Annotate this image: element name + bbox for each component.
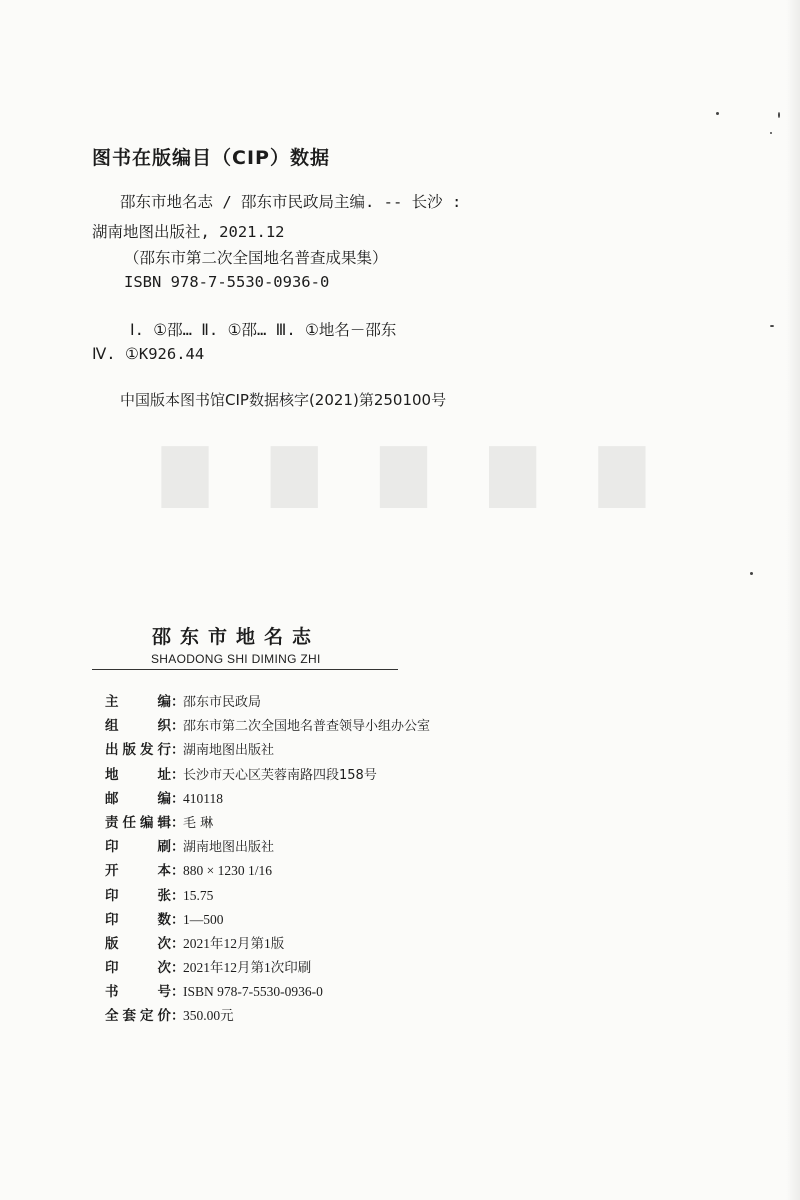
imprint-colon: ：: [171, 911, 185, 928]
imprint-colon: ：: [171, 814, 185, 831]
imprint-value: 15.75: [183, 887, 214, 903]
imprint-label: 主 编: [105, 694, 171, 710]
imprint-value: 长沙市天心区芙蓉南路四段158号: [183, 767, 377, 783]
imprint-value: 880 × 1230 1/16: [183, 863, 272, 879]
cip-line-isbn: ISBN 978-7-5530-0936-0: [124, 273, 330, 291]
page-edge-shadow: [786, 0, 800, 1200]
imprint-colon: ：: [171, 887, 185, 904]
book-subtitle-pinyin: SHAODONG SHI DIMING ZHI: [151, 652, 321, 666]
imprint-colon: ：: [171, 1008, 185, 1025]
imprint-label: 组 织: [105, 718, 171, 735]
imprint-row-organizer: [105, 714, 545, 738]
imprint-value: 毛 琳: [183, 815, 214, 831]
imprint-label: 地 址: [105, 766, 171, 783]
dust-speck: [750, 572, 753, 575]
imprint-row-price: [105, 1004, 545, 1028]
imprint-row-format: [105, 859, 545, 883]
imprint-row-responsible-editor: [105, 811, 545, 835]
imprint-row-address: [105, 763, 545, 787]
imprint-colon: ：: [171, 863, 185, 880]
cip-line-record-number: 中国版本图书馆CIP数据核字(2021)第250100号: [120, 391, 447, 409]
imprint-table: [105, 690, 545, 1029]
imprint-label: 印 次: [105, 960, 171, 977]
imprint-colon: ：: [171, 718, 185, 735]
imprint-colon: ：: [171, 766, 185, 783]
imprint-label: 印 刷: [105, 839, 171, 856]
imprint-colon: ：: [171, 742, 185, 759]
cip-heading: 图书在版编目（CIP）数据: [92, 147, 330, 169]
cip-line-classification: Ⅳ. ①K926.44: [92, 345, 205, 363]
imprint-value: 350.00元: [183, 1008, 234, 1024]
imprint-row-printing: [105, 956, 545, 980]
dust-speck: [716, 112, 719, 115]
imprint-value: ISBN 978-7-5530-0936-0: [183, 984, 323, 1000]
imprint-row-publisher: [105, 738, 545, 762]
dust-speck: [770, 325, 774, 327]
cip-line-subjects: Ⅰ. ①邵… Ⅱ. ①邵… Ⅲ. ①地名－邵东: [130, 321, 397, 339]
dust-speck: [778, 112, 780, 118]
imprint-label: 印 张: [105, 887, 171, 904]
title-divider: [92, 669, 398, 670]
imprint-colon: ：: [171, 694, 185, 710]
book-title: 邵东市地名志: [152, 626, 321, 648]
imprint-label: 责 任 编 辑: [105, 814, 171, 831]
imprint-row-postcode: [105, 787, 545, 811]
imprint-label: 出 版 发 行: [105, 742, 171, 759]
imprint-row-print-run: [105, 908, 545, 932]
imprint-value: 邵东市民政局: [183, 695, 262, 710]
imprint-value: 2021年12月第1版: [183, 935, 285, 951]
imprint-row-printer: [105, 835, 545, 859]
imprint-colon: ：: [171, 984, 185, 1001]
imprint-row-edition: [105, 932, 545, 956]
cip-line-publisher: 湖南地图出版社, 2021.12: [92, 223, 285, 241]
cip-line-series: （邵东市第二次全国地名普查成果集）: [124, 249, 388, 267]
imprint-label: 开 本: [105, 863, 171, 880]
imprint-value: 2021年12月第1次印刷: [183, 960, 312, 976]
imprint-colon: ：: [171, 790, 185, 807]
imprint-colon: ：: [171, 839, 185, 856]
imprint-value: 1—500: [183, 911, 224, 927]
imprint-value: 410118: [183, 790, 223, 806]
imprint-value: 邵东市第二次全国地名普查领导小组办公室: [183, 719, 431, 735]
imprint-row-sheets: [105, 884, 545, 908]
imprint-row-isbn: [105, 980, 545, 1004]
imprint-row-editor: [105, 690, 545, 714]
imprint-label: 全 套 定 价: [105, 1008, 171, 1025]
imprint-label: 邮 编: [105, 790, 171, 807]
imprint-colon: ：: [171, 935, 185, 952]
imprint-value: 湖南地图出版社: [183, 743, 275, 759]
bleed-through-title: ▇ ▇ ▇ ▇ ▇: [140, 438, 646, 508]
imprint-colon: ：: [171, 960, 185, 977]
imprint-value: 湖南地图出版社: [183, 840, 275, 856]
imprint-label: 版 次: [105, 935, 171, 952]
imprint-label: 书 号: [105, 984, 171, 1001]
cip-line-title: 邵东市地名志 / 邵东市民政局主编. -- 长沙 :: [120, 193, 462, 211]
dust-speck: [770, 132, 772, 134]
imprint-label: 印 数: [105, 911, 171, 928]
